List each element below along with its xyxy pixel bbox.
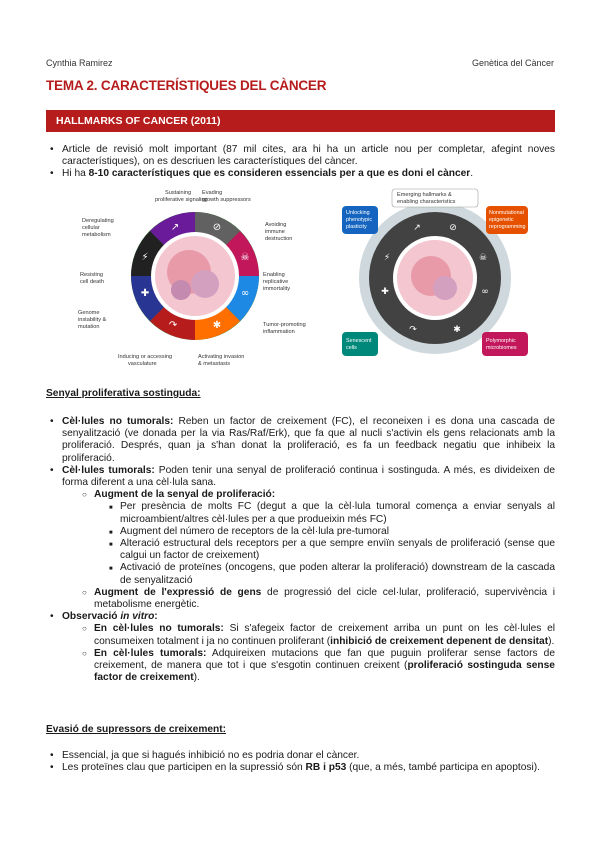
- list-item: • Observació in vitro: ○ En cèl·lules no tumorals: Si s'afegeix factor de creixement arriba un punt on les cèl·lules el consumeixen totalment i ja no continuen proliferant (inhibició de creixement depenent de densitat). ○ En cèl·lules tumorals: Adquireixen mutacions que fan que puguin proliferar sense factors de creixement, de manera que tot i que s'esgotin continuen creixent (proliferació sostinguda sense factor de creixement).: [46, 611, 555, 684]
- hm-label-sustaining: Sustaining: [165, 190, 192, 196]
- svg-text:⚡: ⚡: [383, 253, 391, 263]
- hallmarks-figure: [70, 186, 320, 368]
- svg-text:cell death: cell death: [80, 279, 104, 285]
- emerging-label-plasticity: Unlocking: [346, 210, 370, 216]
- page-title: TEMA 2. CARACTERÍSTIQUES DEL CÀNCER: [46, 78, 327, 93]
- intro-bullet-1: • Article de revisió molt important (87 mil cites, ara hi ha un article nou per completar, afegint noves característiques), on es descriuen les característiques del càncer.: [46, 144, 555, 168]
- list-item: ○ En cèl·lules no tumorals: Si s'afegeix factor de creixement arriba un punt on les cèl·lules el consumeixen totalment i ja no continuen proliferant (inhibició de creixement depenent de densitat).: [80, 623, 555, 647]
- list-item: ○ Augment de la senyal de proliferació: ■ Per presència de molts FC (degut a que la cèl·lula tumoral comença a enviar senyals al microambient/altres cèl·lules per a que produeixin més FC) ■ Augment del número de receptors de la cèl·lula pre-tumoral ■ Alteració estructural dels receptors per a que sempre enviïn senyals de proliferació (sense que calgui un factor de creixement) ■ Activació de proteïnes (oncogens, que poden alterar la proliferació) downstream de la cascada de senyalització: [80, 489, 555, 587]
- list-item: ○ Augment de l'expressió de gens de progressió del cicle cel·lular, proliferació, supervivència i metabolisme energètic.: [80, 587, 555, 611]
- svg-text:∞: ∞: [481, 287, 489, 297]
- list-item: • Les proteïnes clau que participen en la supressió són RB i p53 (que, a més, també participa en apoptosi).: [46, 762, 555, 774]
- intro-bullet-2: • Hi ha 8-10 característiques que es consideren essencials per a que es doni el càncer.: [46, 168, 555, 180]
- hm-label-immune: Avoiding: [265, 222, 287, 228]
- svg-text:metabolism: metabolism: [82, 232, 111, 238]
- svg-text:↷: ↷: [409, 325, 417, 335]
- list-item: • Cèl·lules no tumorals: Reben un factor de creixement (FC), el reconeixen i es dona una cascada de senyalització (ve donada per la via Ras/Raf/Erk), que fa que al nucli s'activin els gens relacionats amb la proliferació. Després, quan ja s'han donat la proliferació, es fa un feedback negatiu que inhibeix la proliferació.: [46, 416, 555, 465]
- hm-label-metabolism: Deregulating: [82, 218, 114, 224]
- svg-text:☠: ☠: [478, 253, 488, 263]
- svg-text:& metastasis: & metastasis: [198, 361, 231, 367]
- section-banner: HALLMARKS OF CANCER (2011): [46, 110, 555, 132]
- svg-text:✚: ✚: [140, 288, 150, 299]
- section-heading-suppressors: Evasió de supressors de creixement:: [46, 724, 227, 735]
- svg-text:epigenetic: epigenetic: [489, 217, 514, 223]
- svg-text:replicative: replicative: [263, 279, 289, 285]
- header-course: Genètica del Càncer: [471, 58, 554, 68]
- svg-text:phenotypic: phenotypic: [346, 217, 373, 223]
- svg-text:↗: ↗: [170, 222, 180, 233]
- list-item: • Cèl·lules tumorals: Poden tenir una senyal de proliferació continua i sostinguda. A més, es divideixen de forma diferent a una cèl·lula sana. ○ Augment de la senyal de proliferació: ■ Per presència de molts FC (degut a que la cèl·lula tumoral comença a enviar senyals al microambient/altres cèl·lules per a que produeixin més FC) ■ Augment del número de receptors de la cèl·lula pre-tumoral ■ Alteració estructural dels receptors per a que sempre enviïn senyals de proliferació (sense que calgui un factor de creixement) ■ Activació de proteïnes (oncogens, que poden alterar la proliferació) downstream de la cascada de senyalització ○ Augment de l'expressió de gens de progressió del cicle cel·lular, proliferació, supervivència i metabolisme energètic.: [46, 465, 555, 611]
- list-item: ○ En cèl·lules tumorals: Adquireixen mutacions que fan que puguin proliferar sense factors de creixement, de manera que tot i que s'esgotin continuen creixent (proliferació sostinguda sense factor de creixement).: [80, 648, 555, 685]
- svg-text:↗: ↗: [413, 223, 421, 233]
- svg-text:⊘: ⊘: [449, 223, 457, 233]
- list-item: • Essencial, ja que si hagués inhibició no es podria donar el càncer.: [46, 750, 555, 762]
- svg-text:vasculature: vasculature: [128, 361, 157, 367]
- svg-text:growth suppressors: growth suppressors: [202, 197, 251, 203]
- svg-text:inflammation: inflammation: [263, 329, 295, 335]
- svg-text:∞: ∞: [240, 288, 250, 299]
- emerging-hallmarks-figure: [340, 186, 530, 366]
- svg-text:⊘: ⊘: [212, 222, 222, 233]
- list-item: ■ Activació de proteïnes (oncogens, que poden alterar la proliferació) downstream de la cascada de senyalització: [108, 562, 555, 586]
- emerging-label-microbiomes: Polymorphic: [486, 338, 516, 344]
- list-item: ■ Per presència de molts FC (degut a que la cèl·lula tumoral comença a enviar senyals al microambient/altres cèl·lules per a que produeixin més FC): [108, 501, 555, 525]
- svg-text:microbiomes: microbiomes: [486, 345, 517, 351]
- hm-label-invasion: Activating invasion: [198, 354, 245, 360]
- emerging-label-senescent: Senescent: [346, 338, 372, 344]
- emerging-label-epigenetic: Nonmutational: [489, 210, 524, 216]
- svg-text:✱: ✱: [453, 325, 461, 335]
- svg-text:cellular: cellular: [82, 225, 100, 231]
- hm-label-immortality: Enabling: [263, 272, 285, 278]
- list-item: ■ Alteració estructural dels receptors per a que sempre enviïn senyals de proliferació (sense que calgui un factor de creixement): [108, 538, 555, 562]
- hm-label-evading: Evading: [202, 190, 223, 196]
- svg-text:proliferative signaling: proliferative signaling: [155, 197, 208, 203]
- svg-text:⚡: ⚡: [141, 252, 149, 263]
- svg-text:enabling characteristics: enabling characteristics: [397, 199, 456, 205]
- svg-text:instability &: instability &: [78, 317, 107, 323]
- header-author: Cynthia Ramirez: [46, 58, 113, 68]
- list-item: ■ Augment del número de receptors de la cèl·lula pre-tumoral: [108, 526, 555, 538]
- intro-list: [46, 144, 555, 181]
- section1-list: [46, 416, 555, 684]
- hm-label-genome: Genome: [78, 310, 100, 316]
- svg-text:☠: ☠: [240, 252, 250, 263]
- svg-text:mutation: mutation: [78, 324, 100, 330]
- emerging-title: Emerging hallmarks &: [397, 192, 452, 198]
- svg-text:destruction: destruction: [265, 236, 293, 242]
- svg-text:↷: ↷: [168, 320, 178, 331]
- section-heading-proliferative: Senyal proliferativa sostinguda:: [46, 388, 201, 399]
- hm-label-inflammation: Tumor-promoting: [263, 322, 306, 328]
- svg-text:✚: ✚: [381, 287, 389, 297]
- svg-text:immortality: immortality: [263, 286, 291, 292]
- svg-text:reprogramming: reprogramming: [489, 224, 526, 230]
- svg-text:cells: cells: [346, 345, 357, 351]
- svg-text:✱: ✱: [212, 320, 222, 331]
- svg-text:immune: immune: [265, 229, 285, 235]
- hm-label-cell-death: Resisting: [80, 272, 104, 278]
- section2-list: [46, 750, 555, 774]
- hm-label-vasculature: Inducing or accessing: [118, 354, 173, 360]
- svg-text:plasticity: plasticity: [346, 224, 367, 230]
